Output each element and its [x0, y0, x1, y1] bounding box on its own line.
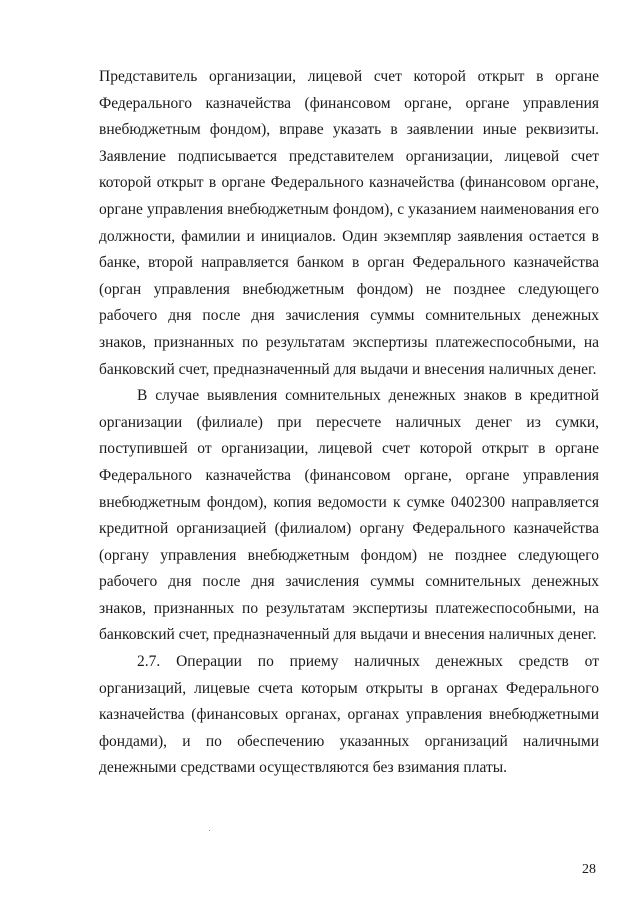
paragraph-representative-details: Представитель организации, лицевой счет которой открыт в органе Федерального казначейства (финансовом органе, органе управления внебюджетным фондом), вправе указать в заявлении иные реквизиты. Заявление подписывается представителем организации, лицевой счет которой открыт в органе Федерального казначейства (финансовом органе, органе управления внебюджетным фондом), с указанием наименования его должности, фамилии и инициалов. Один экземпляр заявления остается в банке, второй направляется банком в орган Федерального казначейства (орган управления внебюджетным фондом) не позднее следующего рабочего дня после дня зачисления суммы сомнительных денежных знаков, признанных по результатам экспертизы платежеспособными, на банковский счет, предназначенный для выдачи и внесения наличных денег. [99, 68, 599, 378]
paragraph-section-2-7: 2.7. Операции по приему наличных денежных средств от организаций, лицевые счета которым открыты в органах Федерального казначейства (финансовых органах, органах управления внебюджетными фондами), и по обеспечению указанных организаций наличными денежными средствами осуществляются без взимания платы. [99, 653, 599, 777]
paragraph-suspicious-banknotes: В случае выявления сомнительных денежных знаков в кредитной организации (филиале) при пересчете наличных денег из сумки, поступившей от организации, лицевой счет которой открыт в органе Федерального казначейства (финансовом органе, органе управления внебюджетным фондом), копия ведомости к сумке 0402300 направляется кредитной организацией (филиалом) органу Федерального казначейства (органу управления внебюджетным фондом) не позднее следующего рабочего дня после дня зачисления суммы сомнительных денежных знаков, признанных по результатам экспертизы платежеспособными, на банковский счет, предназначенный для выдачи и внесения наличных денег. [99, 387, 599, 644]
body-text [99, 64, 599, 782]
scan-speck [209, 830, 210, 831]
page-number: 28 [582, 862, 596, 877]
